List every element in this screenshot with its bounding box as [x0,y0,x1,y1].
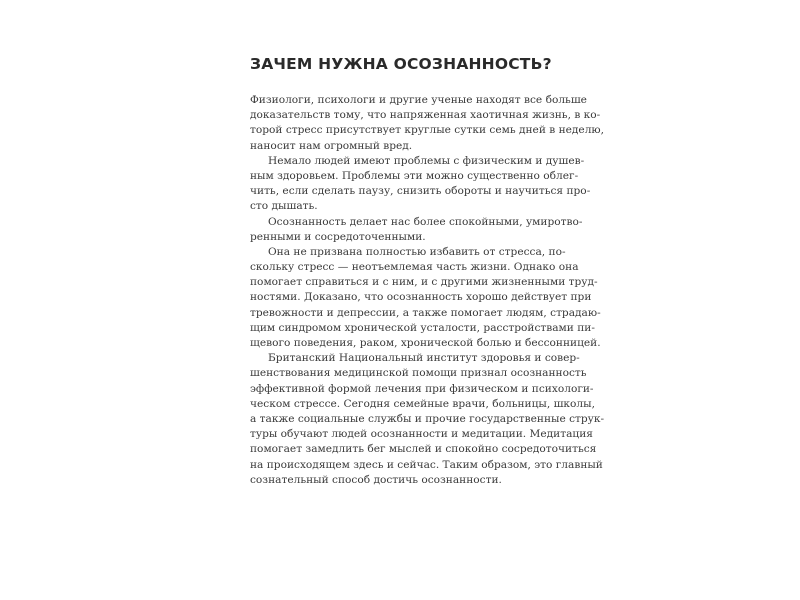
text-line: Британский Национальный институт здоровья и совер- [268,352,580,365]
paragraph [250,154,591,215]
text-line: наносит нам огромный вред. [250,139,413,152]
text-line: чить, если сделать паузу, снизить обороты и научиться про- [250,185,591,198]
text-line: тревожности и депрессии, а также помогает людям, страдаю- [250,306,601,319]
paragraph [250,93,605,154]
text-line: скольку стресс — неотъемлемая часть жизни. Однако она [250,261,579,274]
text-line: помогает замедлить бег мыслей и спокойно сосредоточиться [250,443,597,456]
text-line: ренными и сосредоточенными. [250,230,426,243]
paragraph [250,215,583,245]
text-line: щевого поведения, раком, хронической болью и бессонницей. [250,337,601,349]
text-line: Физиологи, психологи и другие ученые находят все больше [250,94,587,106]
text-line: ным здоровьем. Проблемы эти можно существенно облег- [250,169,579,182]
text-line: а также социальные службы и прочие государственные струк- [250,412,605,425]
text-line: эффективной формой лечения при физическом и психологи- [250,382,594,395]
text-line: Она не призвана полностью избавить от стресса, по- [268,245,566,258]
paragraph [250,351,605,488]
text-line: помогает справиться и с ним, и с другими жизненными труд- [250,276,598,289]
text-line: щим синдромом хронической усталости, расстройствами пи- [250,321,595,334]
text-line: шенствования медицинской помощи признал осознанность [250,367,587,380]
page-body [250,93,605,488]
text-line: доказательств тому, что напряженная хаотичная жизнь, в ко- [250,109,601,122]
text-line: туры обучают людей осознанности и медитации. Медитация [250,428,593,441]
text-line: сознательный способ достичь осознанности. [250,473,502,486]
text-line: на происходящем здесь и сейчас. Таким образом, это главный [250,458,603,471]
paragraph [250,245,601,351]
text-line: Осознанность делает нас более спокойными, умиротво- [268,215,583,228]
text-line: ностями. Доказано, что осознанность хорошо действует при [250,291,592,304]
text-line: Немало людей имеют проблемы с физическим и душев- [268,154,585,167]
page-title: ЗАЧЕМ НУЖНА ОСОЗНАННОСТЬ? [250,55,552,73]
text-line: сто дышать. [250,200,318,213]
text-line: торой стресс присутствует круглые сутки семь дней в неделю, [250,124,605,137]
text-line: ческом стрессе. Сегодня семейные врачи, больницы, школы, [250,397,595,410]
